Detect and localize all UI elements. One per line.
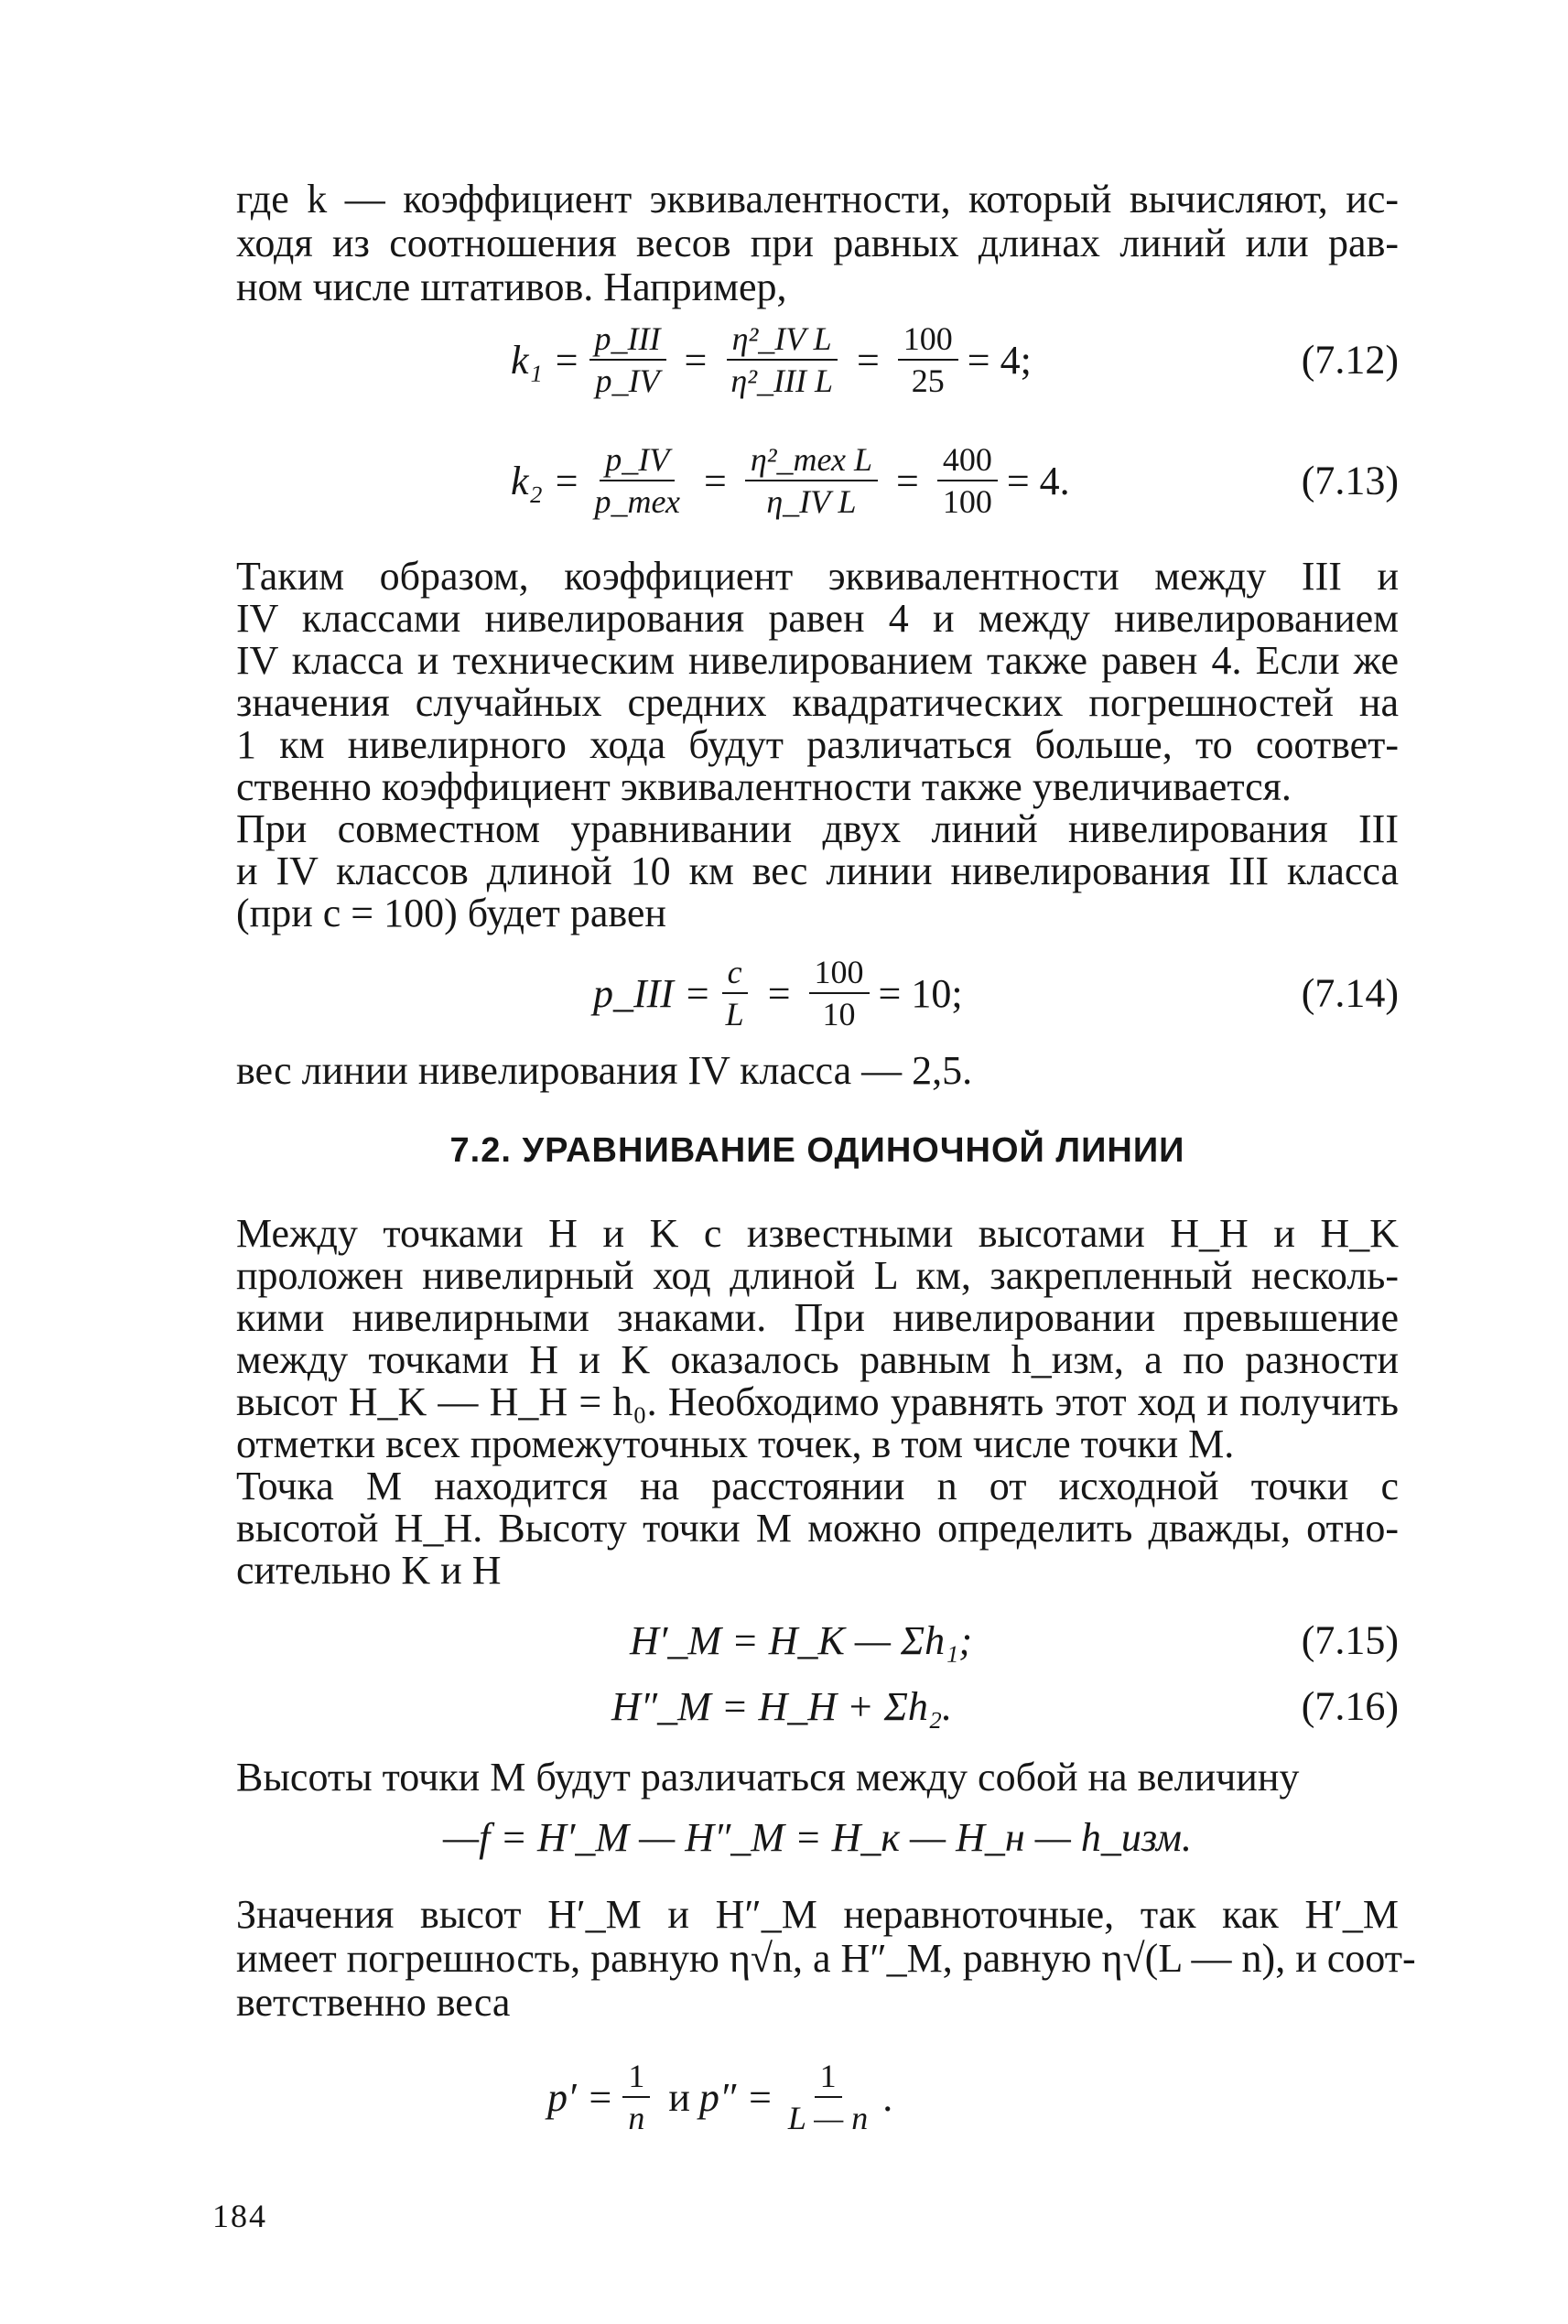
eq714-frac2: $\frac{100}{10}$	[809, 952, 870, 1034]
eq713-number: (7.13)	[1301, 458, 1399, 503]
eq714-lhs: p_III =	[593, 970, 711, 1016]
paragraph3-line2: и IV классов длиной 10 км вес линии нивелирования III класса	[236, 849, 1399, 893]
eq716-body: H″_M = H_H + Σh₂.	[611, 1683, 953, 1729]
eq713-frac2: $\frac{\text{η²\_тех L}}{\text{η\_IV L}}$	[745, 439, 878, 522]
section-heading: 7.2. УРАВНИВАНИЕ ОДИНОЧНОЙ ЛИНИИ	[449, 1131, 1185, 1170]
weight-p1-frac: $\frac{1}{n}$	[622, 2056, 650, 2138]
paragraph5-line3: сительно K и H	[236, 1548, 502, 1593]
weight-end: .	[882, 2074, 893, 2120]
weight-iv-line: вес линии нивелирования IV класса — 2,5.	[236, 1048, 973, 1093]
paragraph4-line2: проложен нивелирный ход длиной L км, закрепленный несколь-	[236, 1253, 1399, 1298]
eq716-number: (7.16)	[1301, 1683, 1399, 1729]
difference-equation: —f = H′_M — H″_M = H_к — H_н — h_изм.	[442, 1815, 1193, 1860]
paragraph6-line3: ветственно веса	[236, 1980, 511, 2025]
paragraph3-line3: (при c = 100) будет равен	[236, 891, 666, 935]
eq712-frac3: $\frac{100}{25}$	[898, 319, 958, 401]
eq712-lhs: k₁ =	[511, 337, 580, 383]
weight-p1-lhs: p′ =	[547, 2074, 614, 2120]
paragraph6-line2: имеет погрешность, равную η√n, а H″_M, равную η√(L — n), и соот-	[236, 1936, 1416, 1981]
equation-weights	[236, 2047, 1399, 2147]
eq715-number: (7.15)	[1301, 1617, 1399, 1663]
eq712-frac1: $\frac{\text{p\_III}}{p\_IV}$	[589, 319, 666, 401]
paragraph4-line1: Между точками H и K с известными высотами H_H и H_K	[236, 1211, 1399, 1256]
paragraph4-line5: высот H_K — H_H = h₀. Необходимо уравнять этот ход и получить	[236, 1379, 1399, 1424]
paragraph4-line6: отметки всех промежуточных точек, в том числе точки M.	[236, 1421, 1235, 1466]
paragraph5-line2: высотой H_H. Высоту точки M можно определить дважды, отно-	[236, 1506, 1399, 1551]
paragraph2-line3: IV класса и техническим нивелированием также равен 4. Если же	[236, 638, 1399, 683]
weight-conj: и	[668, 2074, 690, 2120]
equation-7-13: k₂ = $\frac{p\_IV}{\text{p\_тех}}$ = $\frac{\text{η²\_тех L}}{\text{η\_IV L}}$ = $\frac{400}{100}$ = 4. (7.13)	[511, 441, 1399, 520]
equation-7-15	[236, 1613, 1399, 1668]
eq712-frac2: $\frac{\text{η²\_IV L}}{\text{η²\_III L}}$	[725, 319, 838, 401]
paragraph1-line3: ном числе штативов. Например,	[236, 265, 787, 309]
eq713-frac3: $\frac{400}{100}$	[937, 439, 998, 522]
paragraph3-line1: При совместном уравнивании двух линий нивелирования III	[236, 806, 1399, 851]
weight-p2-lhs: p″ =	[698, 2074, 773, 2120]
eq714-frac1: $\frac{c}{L}$	[720, 952, 750, 1034]
paragraph2-line6: ственно коэффициент эквивалентности также увеличивается.	[236, 764, 1292, 809]
page-number: 184	[212, 2198, 267, 2234]
eq714-number: (7.14)	[1301, 970, 1399, 1016]
paragraph4-line4: между точками H и K оказалось равным h_изм, а по разности	[236, 1337, 1399, 1382]
eq713-lhs: k₂ =	[511, 458, 580, 503]
paragraph1-line1: где k — коэффициент эквивалентности, который вычисляют, ис-	[236, 177, 1399, 222]
paragraph4-line3: кими нивелирными знаками. При нивелировании превышение	[236, 1295, 1399, 1340]
eq714-result: = 10;	[878, 970, 963, 1016]
eq713-frac1: $\frac{p\_IV}{\text{p\_тех}}$	[594, 441, 681, 520]
eq713-result: = 4.	[1006, 458, 1070, 503]
paragraph2-line5: 1 км нивелирного хода будут различаться больше, то соответ-	[236, 722, 1399, 767]
equation-7-12: k₁ = $\frac{\text{p\_III}}{p\_IV}$ = $\frac{\text{η²\_IV L}}{\text{η²\_III L}}$ = $\frac{100}{25}$ = 4; (7.12)	[511, 320, 1399, 399]
equation-7-16	[236, 1679, 1399, 1734]
paragraph5-line1: Точка M находится на расстоянии n от исходной точки с	[236, 1464, 1399, 1508]
difference-intro-line: Высоты точки M будут различаться между собой на величину	[236, 1755, 1300, 1800]
eq715-body: H′_M = H_K — Σh₁;	[630, 1617, 973, 1663]
weight-p2-frac: $\frac{1}{L — n}$	[787, 2058, 869, 2136]
paragraph6-line1: Значения высот H′_M и H″_M неравноточные, так как H′_M	[236, 1892, 1399, 1937]
paragraph1-line2: ходя из соотношения весов при равных длинах линий или рав-	[236, 221, 1399, 265]
eq712-result: = 4;	[967, 337, 1032, 383]
eq712-number: (7.12)	[1301, 337, 1399, 383]
paragraph2-line2: IV классами нивелирования равен 4 и между нивелированием	[236, 596, 1399, 641]
equation-7-14: p_III = $\frac{c}{L}$ = $\frac{100}{10}$ = 10; (7.14)	[593, 954, 1399, 1032]
paragraph2-line1: Таким образом, коэффициент эквивалентности между III и	[236, 554, 1399, 599]
paragraph2-line4: значения случайных средних квадратических погрешностей на	[236, 680, 1399, 725]
